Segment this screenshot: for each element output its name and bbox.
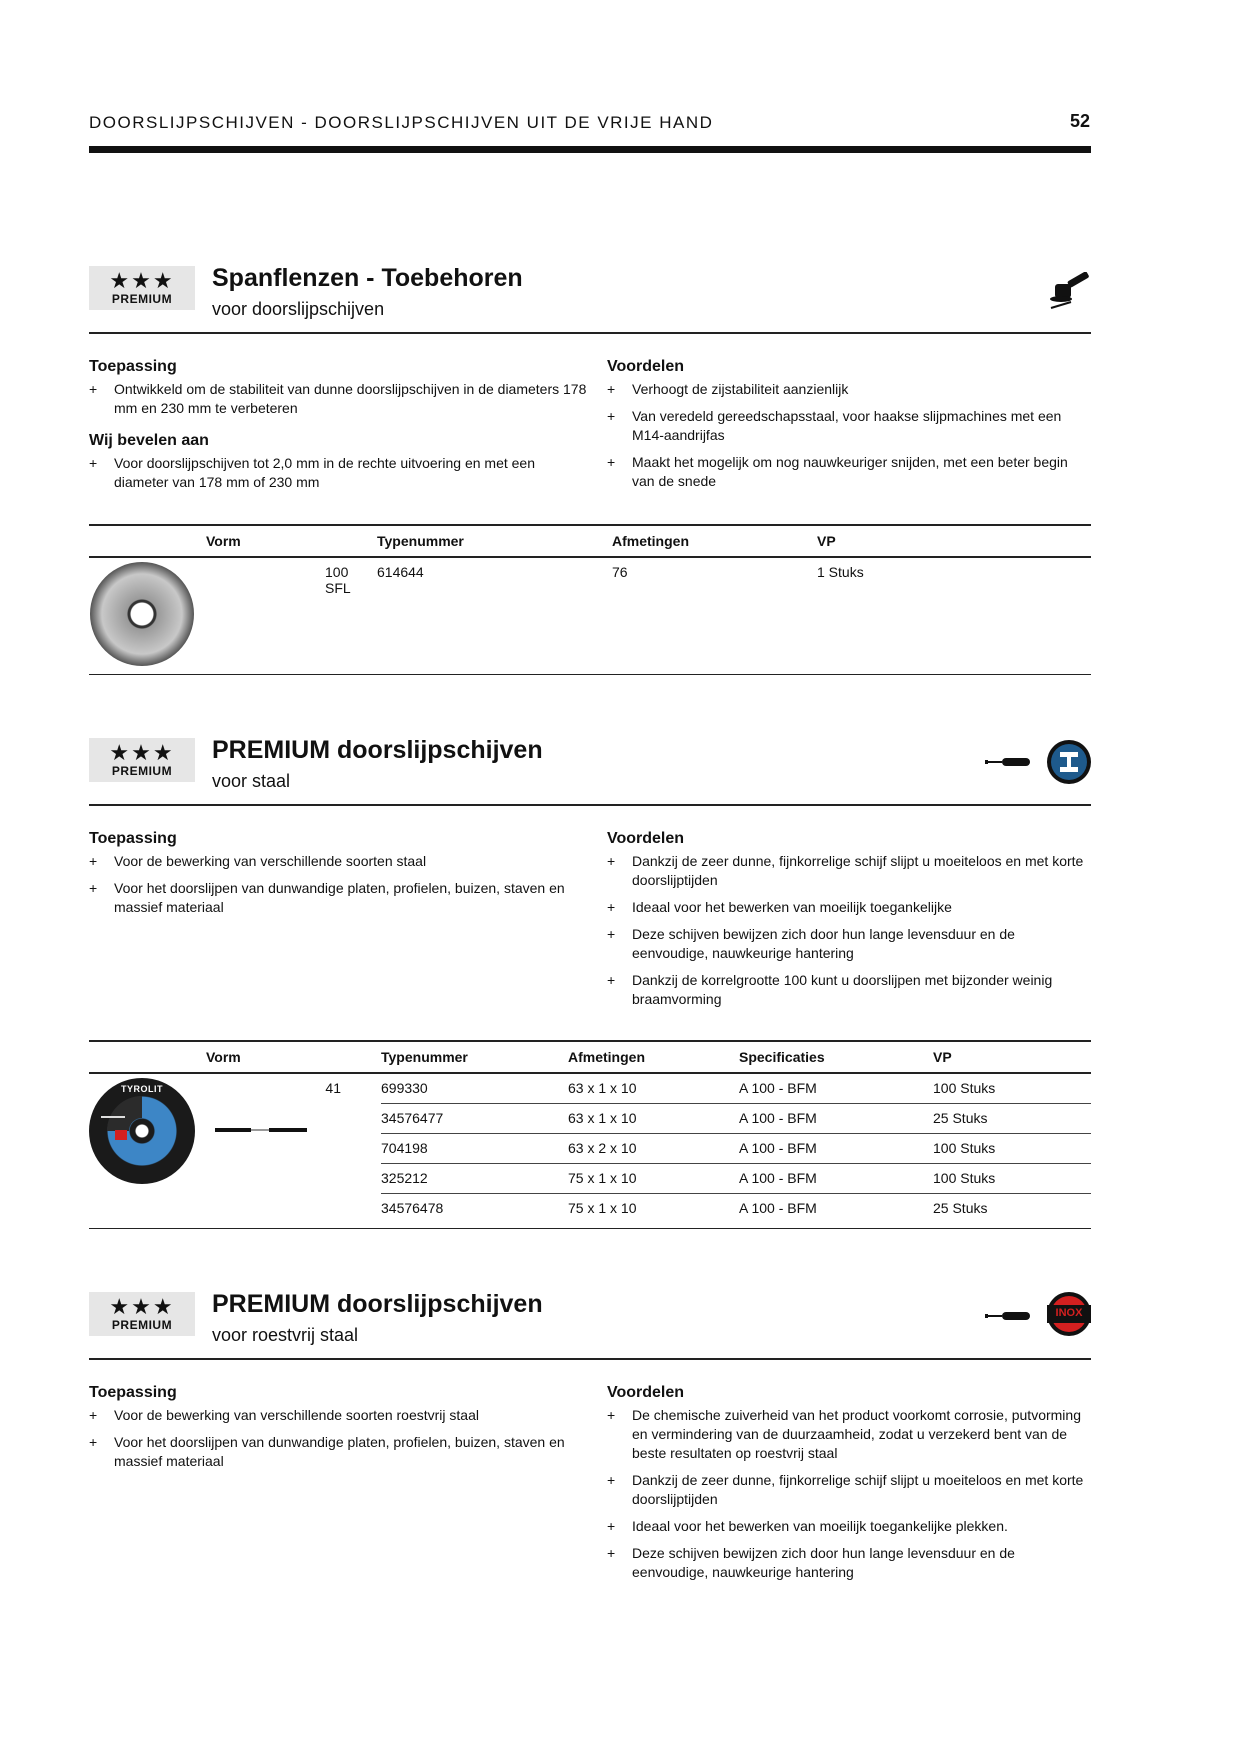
section-title: PREMIUM doorslijpschijven bbox=[212, 736, 543, 764]
list-item: + Deze schijven bewijzen zich door hun lange levensduur en de eenvoudige, nauwkeurige hantering bbox=[607, 926, 1015, 961]
premium-label: PREMIUM bbox=[111, 292, 173, 306]
voordelen-heading: Voordelen bbox=[607, 358, 685, 375]
straight-grinder-icon bbox=[985, 756, 1031, 768]
cutting-disc-product-image bbox=[89, 1078, 195, 1184]
angle-grinder-icon bbox=[1049, 272, 1091, 312]
premium-label: PREMIUM bbox=[111, 764, 173, 778]
toepassing-heading: Toepassing bbox=[89, 830, 177, 847]
page-number: 52 bbox=[1069, 111, 1090, 131]
list-item: + Van veredeld gereedschapsstaal, voor haakse slijpmachines met een M14-aandrijfas bbox=[607, 408, 1062, 443]
toepassing-column bbox=[89, 830, 589, 925]
list-item: + Dankzij de korrelgrootte 100 kunt u doorslijpen met bijzonder weinig braamvorming bbox=[607, 972, 1053, 1007]
section-subtitle: voor roestvrij staal bbox=[212, 1325, 359, 1345]
toepassing-column bbox=[89, 1384, 589, 1479]
col-typenummer: Typenummer bbox=[377, 525, 612, 557]
section-divider bbox=[89, 1358, 1091, 1360]
list-item: + Maakt het mogelijk om nog nauwkeuriger snijden, met een beter begin van de snede bbox=[607, 454, 1068, 489]
premium-badge bbox=[89, 266, 195, 310]
col-vp: VP bbox=[933, 1041, 1091, 1073]
section-subtitle: voor staal bbox=[212, 771, 291, 791]
stars-icon: ★★★ bbox=[109, 1294, 175, 1319]
section-divider bbox=[89, 332, 1091, 334]
premium-badge bbox=[89, 738, 195, 782]
header-divider bbox=[89, 146, 1091, 153]
table-row: 34576478 75 x 1 x 10 A 100 - BFM 25 Stuks bbox=[381, 1200, 988, 1216]
col-specificaties: Specificaties bbox=[739, 1041, 933, 1073]
list-item: + Verhoogt de zijstabiliteit aanzienlijk bbox=[607, 381, 849, 397]
col-afmetingen: Afmetingen bbox=[612, 525, 817, 557]
list-item: + Ideaal voor het bewerken van moeilijk toegankelijke bbox=[607, 899, 952, 915]
list-item: + Voor het doorslijpen van dunwandige platen, profielen, buizen, staven en massief materiaal bbox=[89, 1434, 565, 1469]
voordelen-column bbox=[607, 1384, 1091, 1590]
steel-material-icon bbox=[1047, 740, 1091, 784]
list-item: + Dankzij de zeer dunne, fijnkorrelige schijf slijpt u moeiteloos en met korte doorslijptijden bbox=[607, 1472, 1084, 1507]
aanbevelen-heading: Wij bevelen aan bbox=[89, 432, 209, 449]
section-title: Spanflenzen - Toebehoren bbox=[212, 264, 523, 292]
voordelen-column bbox=[607, 358, 1091, 499]
stars-icon: ★★★ bbox=[109, 740, 175, 765]
col-vp: VP bbox=[817, 525, 1091, 557]
list-item: + Ideaal voor het bewerken van moeilijk toegankelijke plekken. bbox=[607, 1518, 1008, 1534]
toepassing-heading: Toepassing bbox=[89, 358, 177, 375]
list-item: + Deze schijven bewijzen zich door hun lange levensduur en de eenvoudige, nauwkeurige hantering bbox=[607, 1545, 1015, 1580]
list-item: + Voor het doorslijpen van dunwandige platen, profielen, buizen, staven en massief materiaal bbox=[89, 880, 565, 915]
col-typenummer: Typenummer bbox=[381, 1041, 568, 1073]
premium-label: PREMIUM bbox=[111, 1318, 173, 1332]
page-header-title: DOORSLIJPSCHIJVEN - DOORSLIJPSCHIJVEN UIT DE VRIJE HAND bbox=[89, 113, 714, 132]
table-row: 34576477 63 x 1 x 10 A 100 - BFM 25 Stuks bbox=[89, 1104, 1091, 1134]
voordelen-heading: Voordelen bbox=[607, 1384, 685, 1401]
table-bottom-rule bbox=[89, 674, 1091, 675]
straight-grinder-icon bbox=[985, 1310, 1031, 1322]
col-afmetingen: Afmetingen bbox=[568, 1041, 739, 1073]
stars-icon: ★★★ bbox=[109, 268, 175, 293]
section-title: PREMIUM doorslijpschijven bbox=[212, 1290, 543, 1318]
list-item: + Voor de bewerking van verschillende soorten roestvrij staal bbox=[89, 1407, 479, 1423]
product-table bbox=[89, 524, 1091, 602]
voordelen-column bbox=[607, 830, 1091, 1017]
table-row: 325212 75 x 1 x 10 A 100 - BFM 100 Stuks bbox=[89, 1164, 1091, 1194]
col-vorm: Vorm bbox=[206, 1041, 381, 1073]
table-bottom-rule bbox=[89, 1228, 1091, 1229]
section-subtitle: voor doorslijpschijven bbox=[212, 299, 385, 319]
premium-badge bbox=[89, 1292, 195, 1336]
table-row: 100 SFL 614644 76 1 Stuks bbox=[325, 564, 864, 596]
section-divider bbox=[89, 804, 1091, 806]
list-item: + Voor de bewerking van verschillende soorten staal bbox=[89, 853, 427, 869]
table-row: 41 699330 63 x 1 x 10 A 100 - BFM 100 Stuks bbox=[89, 1073, 1091, 1104]
disc-brand-label: TYROLIT bbox=[121, 1084, 163, 1094]
col-vorm: Vorm bbox=[206, 525, 377, 557]
table-header-row bbox=[89, 1041, 1091, 1073]
inox-material-icon bbox=[1047, 1292, 1091, 1336]
disc-profile-icon bbox=[215, 1127, 307, 1133]
toepassing-heading: Toepassing bbox=[89, 1384, 177, 1401]
toepassing-column bbox=[89, 358, 589, 500]
list-item: + Dankzij de zeer dunne, fijnkorrelige schijf slijpt u moeiteloos en met korte doorslijptijden bbox=[607, 853, 1084, 888]
list-item: + De chemische zuiverheid van het product voorkomt corrosie, putvorming en vermindering van de duurzaamheid, zodat u verzekerd bent van de beste resultaten op roestvrij staal bbox=[607, 1407, 1081, 1461]
list-item: + Voor doorslijpschijven tot 2,0 mm in de rechte uitvoering en met een diameter van 178 mm of 230 mm bbox=[89, 455, 536, 490]
spanflens-product-image bbox=[90, 562, 194, 666]
voordelen-heading: Voordelen bbox=[607, 830, 685, 847]
table-header-row bbox=[89, 525, 1091, 557]
inox-label: INOX bbox=[1055, 1307, 1083, 1319]
list-item: + Ontwikkeld om de stabiliteit van dunne doorslijpschijven in de diameters 178 mm en 230 mm te verbeteren bbox=[89, 381, 587, 416]
table-row: 704198 63 x 2 x 10 A 100 - BFM 100 Stuks bbox=[89, 1134, 1091, 1164]
